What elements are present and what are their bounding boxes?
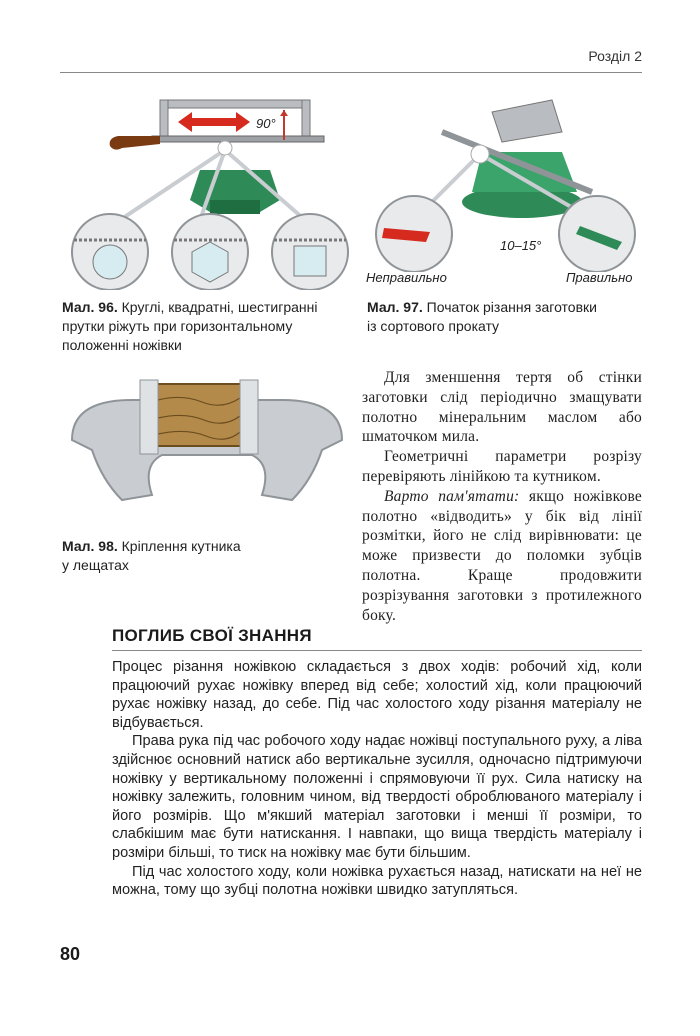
paragraph-lubrication: Для зменшення тертя об стінки заготовки слід періодично змащувати полотно мінеральним маслом або шматочком мила. xyxy=(362,369,642,446)
section-rule xyxy=(112,650,642,651)
section-label: Розділ 2 xyxy=(588,48,642,64)
figure-97-caption xyxy=(367,298,647,336)
figure-97-text-2: із сортового прокату xyxy=(367,318,500,334)
paragraph-hands: Права рука під час робочого ходу надає ножівці поступального руху, а ліва здійснює основний натиск або вертикальне зусилля, одночасно підтримуючи ножівку у вертикальному положенні і спрямовуючи її рух. Сила натиску на ножівку залежить, головним чином, від твердості оброблюваного матеріалу і його розмірів. Що м'якший матеріал заготовки і менші її розміри, то слабкішим має бути натискання. І навпаки, що вища твердість матеріалу і розміри більші, то тиск на ножівку має бути більшим. xyxy=(112,733,642,861)
figure-98-label: Мал. 98. xyxy=(62,538,118,554)
figure-96-label: Мал. 96. xyxy=(62,299,118,315)
angle-bar-right xyxy=(240,380,258,454)
stroke-arrow-icon xyxy=(178,112,250,132)
figure-96-text-2: прутки ріжуть при горизонтальному xyxy=(62,318,293,334)
figure-96-illustration xyxy=(60,90,360,290)
figure-98-caption xyxy=(62,537,352,575)
figure-96-caption xyxy=(62,298,352,355)
section-heading: ПОГЛИБ СВОЇ ЗНАННЯ xyxy=(112,626,312,645)
figure-97-illustration xyxy=(362,92,647,272)
square-bar-icon xyxy=(294,246,326,276)
paragraph-strokes: Процес різання ножівкою складається з двох ходів: робочий хід, коли працюючий рухає ножівку вперед від себе; холостий хід, коли працюючий рухає ножівку назад, до себе. Під час холостого ходу різання матеріалу не відбувається. xyxy=(112,659,642,731)
figure-97-text-1: Початок різання заготовки xyxy=(426,299,597,315)
pointer-hub xyxy=(218,141,232,155)
vertical-arrow-icon xyxy=(280,110,288,116)
right-label: Правильно xyxy=(566,270,633,285)
hacksaw-frame-top xyxy=(160,100,310,108)
angle-bar-left xyxy=(140,380,158,454)
right-column-text xyxy=(362,368,642,625)
remember-emphasis: Варто пам'ятати: xyxy=(384,487,520,505)
header-rule xyxy=(60,72,642,73)
paragraph-remember xyxy=(362,487,642,626)
wood-workpiece xyxy=(154,384,244,446)
paragraph-idle-stroke: Під час холостого ходу, коли ножівка рухається назад, натискати на неї не можна, тому що зубці полотна ножівки швидко затупляться. xyxy=(112,863,642,899)
pointer-hub xyxy=(471,145,489,163)
round-bar-icon xyxy=(93,245,127,279)
angle-label-97: 10–15° xyxy=(500,238,542,253)
paragraph-geometry: Геометричні параметри розрізу перевіряють лінійкою та кутником. xyxy=(362,448,642,485)
figure-98-illustration xyxy=(62,370,352,520)
figure-98-text-1: Кріплення кутника xyxy=(121,538,241,554)
figure-98-text-2: у лещатах xyxy=(62,557,129,573)
vise-foot xyxy=(210,200,260,214)
figure-96-text-1: Круглі, квадратні, шестигранні xyxy=(121,299,318,315)
hacksaw-blade xyxy=(152,136,324,142)
angle-label-96: 90° xyxy=(256,116,276,131)
figure-96-text-3: положенні ножівки xyxy=(62,337,182,353)
hacksaw-frame xyxy=(492,100,562,142)
wrong-label: Неправильно xyxy=(366,270,447,285)
figure-97-label: Мал. 97. xyxy=(367,299,423,315)
hacksaw-handle xyxy=(110,136,160,150)
deepen-body xyxy=(112,658,642,900)
remember-text: якщо ножівкове полотно «відводить» у бік від лінії розмітки, його не слід вирівнювати: це може призвести до поломки зубців полотна. Краще продовжити розрізування заготовки з протилежного боку. xyxy=(362,487,642,624)
page-number: 80 xyxy=(60,944,81,964)
